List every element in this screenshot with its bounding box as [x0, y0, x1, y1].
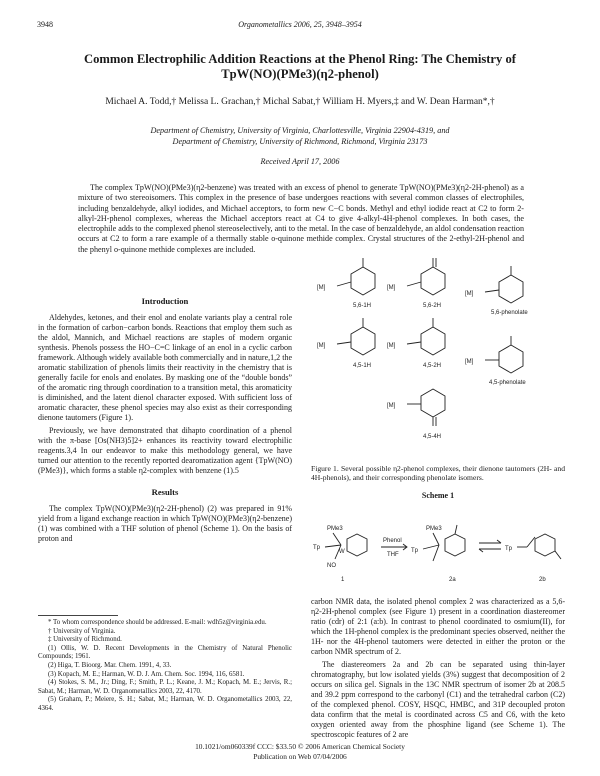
w-pme3-bond — [433, 533, 439, 545]
page-footer — [0, 742, 600, 761]
footnote: ‡ University of Richmond. — [48, 636, 122, 644]
affiliation-line: Department of Chemistry, University of Virginia, Charlottesville, Virginia 22904-4319, and — [150, 126, 450, 135]
w-tp-bond — [325, 545, 341, 547]
metal-label: [M] — [387, 403, 396, 409]
intro-paragraph: Aldehydes, ketones, and their enol and enolate variants play a central role in the formation of carbon−carbon bonds. Reactions that employ them such as the aldol, Mannich, and Michael reactions are staples of modern organic synthesis. Phenols possess the HO−C=C linkage of an enol in a cyclic carbon framework. Although widely available both commercially and in nature,1,2 the aromatic stabilization of phenols limits their reactivity in the chemistry that is generally facile for enols and enolates. By masking one of the “double bonds” of the aromatic ring through coordination to a transition metal, this aromaticity is diminished, and the latent dienol character exposed. With sufficient loss of aromatic character, these phenol species may also exist as their corresponding dienone tautomers (Figure 1). — [38, 313, 292, 422]
figure-1-caption: Figure 1. Several possible η2-phenol complexes, their dienone tautomers (2H- and 4H-phenols), and their corresponding phenolate isomers. — [311, 464, 565, 483]
footnote: (4) Stokes, S. M., Jr.; Ding, F.; Smith, P. L.; Keane, J. M.; Kopach, M. E.; Jervis, R.; Sabat, M.; Harman, W. D. Organometallics 2003, 22, 4170. — [38, 679, 292, 695]
keto-bond — [455, 525, 457, 534]
phenol-ring-2a — [445, 534, 465, 556]
scheme-1 — [311, 503, 565, 589]
compound-label: 2b — [539, 576, 546, 583]
pme3-label: PMe3 — [327, 525, 343, 532]
scheme-1-label: Scheme 1 — [421, 490, 455, 500]
footnote: (1) Ollis, W. D. Recent Developments in the Chemistry of Natural Phenolic Compounds; 1961. — [38, 644, 292, 661]
metal-bond — [337, 282, 351, 286]
structure-label: 5,6-phenolate — [491, 310, 528, 316]
tp-label: Tp — [313, 544, 321, 551]
metal-label: [M] — [387, 343, 396, 349]
footnote: (5) Graham, P.; Meiere, S. H.; Sabat, M.; Harman, W. D. Organometallics 2003, 22, 4364. — [38, 696, 292, 712]
right-paragraph: carbon NMR data, the isolated phenol complex 2 was characterized as a 5,6-η2-2H-phenol complex (see Figure 1) present in a coordination diastereomer ratio (cdr) of 2:1 (a:b). In contrast to phenol coordinated to osmium(II), for which the 1H-phenol complex is the predominant species observed, neither the 1H- nor the 4H-phenol tautomers were detected in either the proton or the carbon NMR spectrum of 2. — [311, 596, 565, 656]
ring-4-5-4h — [421, 389, 445, 417]
footnote: (2) Higa, T. Bioorg. Mar. Chem. 1991, 4, 33. — [48, 661, 172, 669]
ring-4-5-phenolate — [499, 345, 523, 373]
figure-1 — [311, 252, 565, 464]
footnotes — [38, 615, 292, 714]
keto-bond — [555, 551, 561, 559]
scheme-1-reaction — [311, 503, 565, 589]
no-label: NO — [327, 562, 336, 569]
ring-5-6-1h — [351, 267, 375, 295]
right-column — [311, 252, 565, 743]
results-paragraph: The complex TpW(NO)(PMe3)(η2-2H-phenol) (2) was prepared in 91% yield from a ligand exchange reaction in which TpW(NO)(PMe3)(η2-benzene) (1) was combined with a THF solution of phenol (Scheme 1). On the basis of proton and — [38, 504, 292, 543]
received-date: Received April 17, 2006 — [260, 157, 340, 166]
w-ring-bond — [527, 537, 535, 547]
page-number: 3948 — [37, 20, 53, 29]
introduction-heading: Introduction — [141, 296, 189, 306]
left-column — [38, 296, 292, 547]
ring-4-5-1h — [351, 327, 375, 355]
ring-4-5-2h — [421, 327, 445, 355]
footnote: * To whom correspondence should be addressed. E-mail: wdh5z@virginia.edu. — [48, 619, 267, 626]
results-heading: Results — [151, 487, 179, 497]
figure-1-structures — [311, 252, 565, 464]
w-no-bond — [433, 545, 439, 561]
article-title: Common Electrophilic Addition Reactions at the Phenol Ring: The Chemistry of TpW(NO)(PMe3)(η2-phenol) — [84, 52, 516, 81]
arrow-head — [479, 549, 483, 552]
w-tp-bond — [423, 545, 439, 549]
right-paragraph: The diastereomers 2a and 2b can be separated using thin-layer chromatography, but low isolated yields (3%) suggest that decomposition of 2 occurs on silica gel. Signals in the 13C NMR spectrum of isomer 2b at 208.5 and 39.2 ppm correspond to the carbonyl (C1) and the tetrahedral carbon (C2) of the complexed phenol. COSY, HSQC, HMBC, and 31P decoupled proton data confirm that the metal is coordinated across C5 and C6, with the keto oxygen oriented away from the phosphine ligand (see Scheme 1). The spectroscopic features of 2 are — [311, 659, 565, 739]
tp-label: Tp — [505, 545, 513, 552]
compound-label: 2a — [449, 576, 456, 583]
metal-label: [M] — [465, 291, 474, 297]
metal-label: [M] — [465, 359, 474, 365]
w-label: W — [339, 548, 345, 555]
metal-label: [M] — [317, 285, 326, 291]
structure-label: 4,5-phenolate — [489, 380, 526, 386]
publication-line: Publication on Web 07/04/2006 — [253, 751, 347, 761]
metal-bond — [485, 290, 499, 292]
compound-label: 1 — [341, 576, 345, 583]
tp-label: Tp — [411, 547, 419, 554]
footnote: † University of Virginia. — [48, 627, 116, 635]
arrow-head — [497, 540, 501, 543]
pme3-label: PMe3 — [426, 525, 442, 532]
w-pme3-bond — [333, 533, 341, 545]
benzene-ring — [347, 534, 367, 556]
structure-label: 5,6-2H — [423, 303, 442, 309]
intro-paragraph: Previously, we have demonstrated that dihapto coordination of a phenol with the π-base [Os(NH3)5]2+ enhances its reactivity toward electrophilic reagents.3,4 In our endeavor to make this methodology general, we have turned our attention to the recently reported dearomatization agent {TpW(NO)(PMe3)}, which forms a stable η2-complex with benzene (1).5 — [38, 426, 292, 475]
metal-label: [M] — [317, 343, 326, 349]
affiliations — [70, 126, 530, 147]
ring-5-6-2h — [421, 267, 445, 295]
structure-label: 4,5-1H — [353, 363, 372, 369]
structure-label: 5,6-1H — [353, 303, 372, 309]
doi-line: 10.1021/om060339f CCC: $33.50 © 2006 American Chemical Society — [195, 742, 405, 751]
metal-label: [M] — [387, 285, 396, 291]
abstract: The complex TpW(NO)(PMe3)(η2-benzene) was treated with an excess of phenol to generate TpW(NO)(PMe3)(η2-2H-phenol) as a mixture of two stereoisomers. This complex in the presence of base undergoes reactions with several common classes of electrophiles, including benzaldehyde, alkyl iodides, and Michael acceptors, to form new C−C bonds. Methyl and ethyl iodide react at C2 to form 2-alkyl-2H-phenol complexes, whereas the Michael acceptors react at C4 to give 4-alkyl-4H-phenol complexes. In both cases, the electrophile adds to the complexed phenol stereoselectively, anti to the metal. In the case of benzaldehyde, an aldol condensation reaction occurs at C2 to form a rare example of a thermally stable o-quinone methide complex. Crystal structures of the 2-ethyl-2H-phenol and the phenyl o-quinone methide complexes are included. — [78, 183, 524, 254]
ring-5-6-phenolate — [499, 275, 523, 303]
affiliation-line: Department of Chemistry, University of Richmond, Richmond, Virginia 23173 — [172, 136, 428, 146]
structure-label: 4,5-4H — [423, 434, 442, 440]
structure-label: 4,5-2H — [423, 363, 442, 369]
metal-bond — [407, 282, 421, 286]
footnote-rule — [38, 615, 118, 616]
metal-bond — [407, 342, 421, 344]
solvent-label: THF — [387, 551, 399, 558]
author-list: Michael A. Todd,† Melissa L. Grachan,† Michal Sabat,† William H. Myers,‡ and W. Dean Harman*,† — [105, 97, 495, 107]
phenol-ring-2b — [535, 534, 555, 556]
footnote: (3) Kopach, M. E.; Harman, W. D. J. Am. Chem. Soc. 1994, 116, 6581. — [48, 670, 245, 678]
reagent-label: Phenol — [383, 537, 402, 544]
journal-citation: Organometallics 2006, 25, 3948–3954 — [238, 20, 362, 29]
metal-bond — [337, 342, 351, 344]
